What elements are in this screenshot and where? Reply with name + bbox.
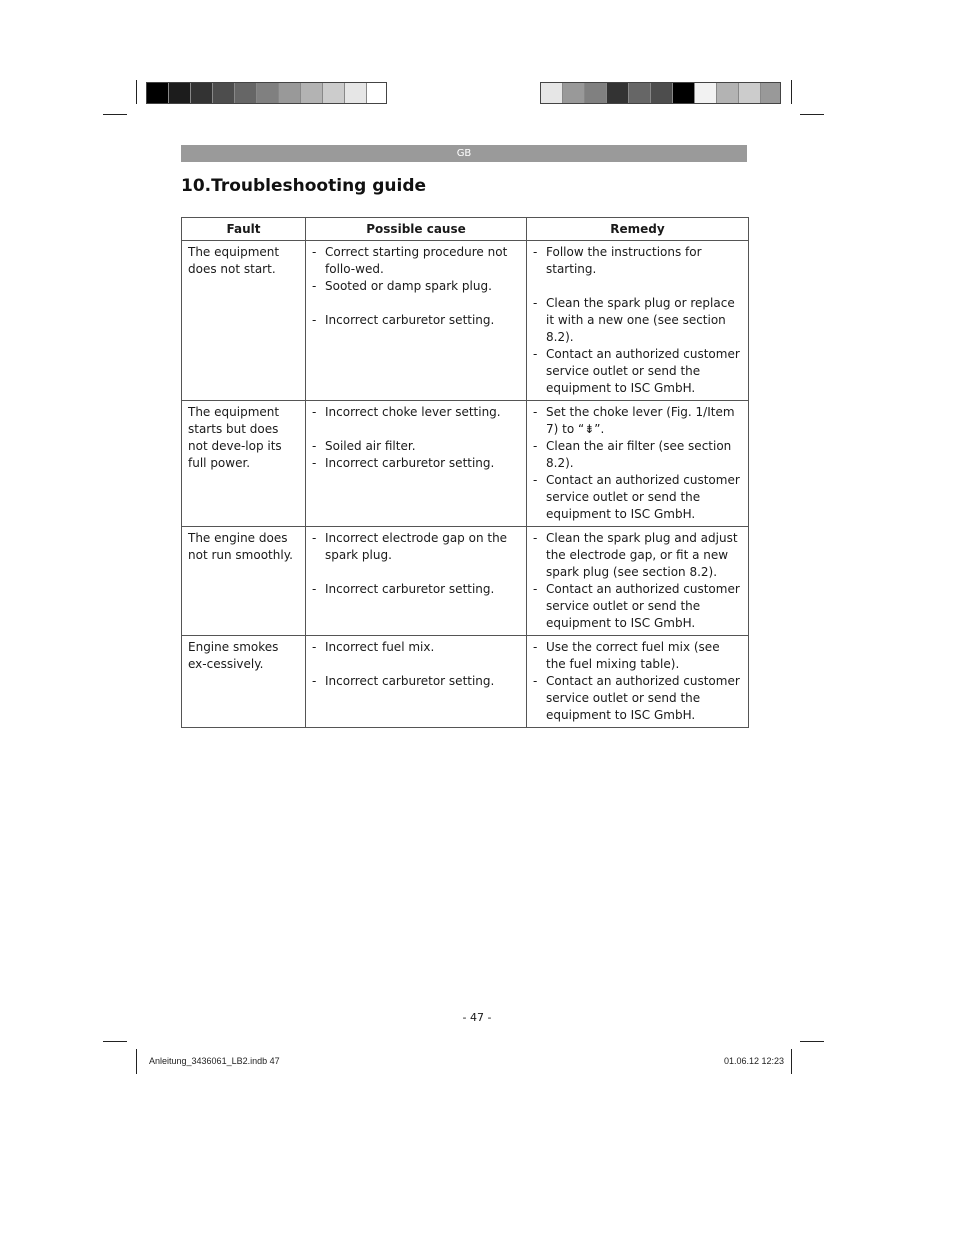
- remedy-cell: [527, 527, 749, 636]
- footer-date: 01.06.12 12:23: [723, 1056, 784, 1066]
- crop-mark: [136, 1049, 137, 1074]
- list-item: - Incorrect electrode gap on the spark plug.: [312, 530, 521, 564]
- swatch: [367, 83, 386, 103]
- list-item: - Incorrect choke lever setting.: [312, 404, 521, 421]
- swatch: [585, 83, 607, 103]
- swatch: [673, 83, 695, 103]
- crop-mark: [800, 114, 824, 115]
- list-item: - Clean the spark plug and adjust the electrode gap, or fit a new spark plug (see section 8.2).: [533, 530, 743, 581]
- swatch: [541, 83, 563, 103]
- swatch: [147, 83, 169, 103]
- list-item: - Use the correct fuel mix (see the fuel mixing table).: [533, 639, 743, 673]
- table-row: [182, 241, 749, 401]
- list-item: - Contact an authorized customer service outlet or send the equipment to ISC GmbH.: [533, 346, 743, 397]
- swatch: [323, 83, 345, 103]
- list-item: - Incorrect fuel mix.: [312, 639, 521, 656]
- crop-mark: [103, 114, 127, 115]
- swatch: [563, 83, 585, 103]
- swatch: [191, 83, 213, 103]
- page-number: - 47 -: [462, 1011, 492, 1024]
- cause-cell: [306, 401, 527, 527]
- column-header-fault: Fault: [182, 218, 306, 241]
- swatch: [695, 83, 717, 103]
- cause-cell: [306, 636, 527, 728]
- list-item: - Sooted or damp spark plug.: [312, 278, 521, 295]
- swatch: [235, 83, 257, 103]
- swatch: [717, 83, 739, 103]
- list-item: - Soiled air filter.: [312, 438, 521, 455]
- list-item: - Contact an authorized customer service outlet or send the equipment to ISC GmbH.: [533, 472, 743, 523]
- swatch: [629, 83, 651, 103]
- list-item: - Incorrect carburetor setting.: [312, 312, 521, 329]
- swatch: [257, 83, 279, 103]
- fault-cell: The engine does not run smoothly.: [182, 527, 306, 636]
- table-row: [182, 527, 749, 636]
- fault-cell: The equipment does not start.: [182, 241, 306, 401]
- list-item: - Incorrect carburetor setting.: [312, 455, 521, 472]
- remedy-cell: [527, 636, 749, 728]
- cause-cell: [306, 527, 527, 636]
- list-item: - Correct starting procedure not follo-wed.: [312, 244, 521, 278]
- crop-mark: [800, 1041, 824, 1042]
- list-item: - Contact an authorized customer service outlet or send the equipment to ISC GmbH.: [533, 581, 743, 632]
- fault-cell: The equipment starts but does not deve-lop its full power.: [182, 401, 306, 527]
- list-item: - Clean the air filter (see section 8.2).: [533, 438, 743, 472]
- swatch: [301, 83, 323, 103]
- swatch: [651, 83, 673, 103]
- remedy-cell: [527, 241, 749, 401]
- swatch: [169, 83, 191, 103]
- fault-cell: Engine smokes ex-cessively.: [182, 636, 306, 728]
- footer-file: Anleitung_3436061_LB2.indb 47: [149, 1056, 280, 1066]
- table-row: [182, 636, 749, 728]
- color-strip-right: [540, 82, 781, 104]
- cause-cell: [306, 241, 527, 401]
- table-header-row: [182, 218, 749, 241]
- table-row: [182, 401, 749, 527]
- list-item: - Set the choke lever (Fig. 1/Item 7) to “⇟”.: [533, 404, 743, 438]
- list-item: - Contact an authorized customer service outlet or send the equipment to ISC GmbH.: [533, 673, 743, 724]
- column-header-cause: Possible cause: [306, 218, 527, 241]
- crop-mark: [103, 1041, 127, 1042]
- remedy-cell: [527, 401, 749, 527]
- list-item: - Incorrect carburetor setting.: [312, 581, 521, 598]
- swatch: [345, 83, 367, 103]
- list-item: - Clean the spark plug or replace it with a new one (see section 8.2).: [533, 295, 743, 346]
- swatch: [761, 83, 780, 103]
- swatch: [607, 83, 629, 103]
- list-item: - Follow the instructions for starting.: [533, 244, 743, 278]
- troubleshooting-table: [181, 217, 749, 728]
- page-title: 10.Troubleshooting guide: [181, 176, 427, 196]
- list-item: - Incorrect carburetor setting.: [312, 673, 521, 690]
- swatch: [279, 83, 301, 103]
- column-header-remedy: Remedy: [527, 218, 749, 241]
- swatch: [213, 83, 235, 103]
- crop-mark: [791, 1049, 792, 1074]
- swatch: [739, 83, 761, 103]
- crop-mark: [136, 80, 137, 104]
- color-strip-left: [146, 82, 387, 104]
- crop-mark: [791, 80, 792, 104]
- language-tab: GB: [181, 145, 747, 162]
